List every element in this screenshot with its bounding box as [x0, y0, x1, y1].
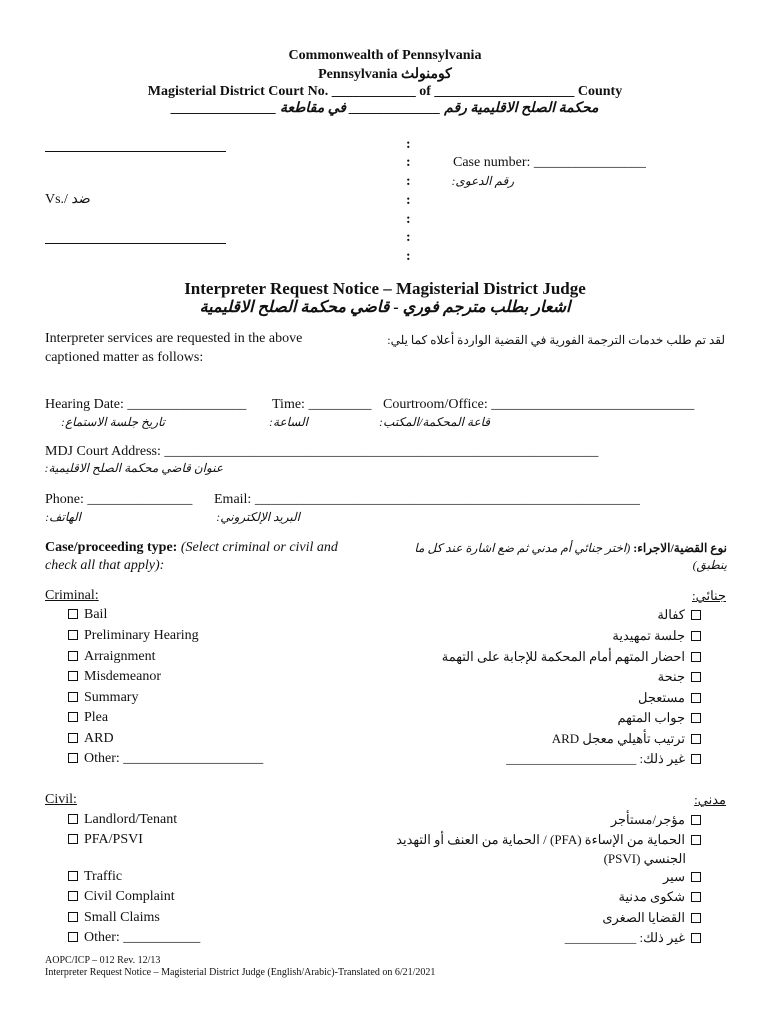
proceeding-type-ar-instructions: (اختر جنائي أم مدني ثم ضع اشارة عند كل ما — [414, 541, 631, 555]
criminal-option-preliminary-hearing-ar[interactable]: جلسة تمهيدية — [420, 628, 701, 644]
civil-heading-ar: مدني: — [694, 792, 726, 807]
court-address-ar: عنوان قاضي محكمة الصلح الاقليمية: — [44, 461, 223, 475]
caption-colon: : — [406, 212, 411, 227]
checkbox-icon[interactable] — [691, 693, 701, 703]
checkbox-icon[interactable] — [68, 814, 78, 824]
page-title: Interpreter Request Notice – Magisterial District Judge — [184, 279, 586, 298]
civil-option-traffic-ar[interactable]: سير — [400, 869, 701, 885]
checkbox-icon[interactable] — [691, 610, 701, 620]
checkbox-icon[interactable] — [691, 754, 701, 764]
criminal-option-summary-ar[interactable]: مستعجل — [420, 690, 701, 706]
checkbox-icon[interactable] — [691, 933, 701, 943]
checkbox-icon[interactable] — [691, 672, 701, 682]
civil-option-landlord-tenant[interactable]: Landlord/Tenant — [68, 812, 177, 828]
checkbox-icon[interactable] — [691, 835, 701, 845]
email-ar: البريد الإلكتروني: — [216, 510, 300, 524]
case-number-ar: رقم الدعوى: — [451, 174, 514, 188]
criminal-option-other[interactable]: Other: ____________________ — [68, 751, 263, 767]
caption-colon: : — [406, 155, 411, 170]
criminal-option-arraignment-ar[interactable]: احضار المتهم أمام المحكمة للإجابة على التهمة — [420, 649, 701, 665]
checkbox-icon[interactable] — [68, 753, 78, 763]
criminal-option-preliminary-hearing[interactable]: Preliminary Hearing — [68, 628, 199, 644]
versus-label: Vs./ ضد — [45, 192, 91, 207]
caption-colon: : — [406, 249, 411, 264]
header-court-county: Magisterial District Court No. ____________ of ____________________ County — [147, 84, 623, 99]
footer-form-id: AOPC/ICP – 012 Rev. 12/13 — [45, 955, 161, 966]
header-court-county-ar: محكمة الصلح الاقليمية رقم _____________ في مقاطعة _______________ — [171, 101, 599, 116]
checkbox-icon[interactable] — [68, 692, 78, 702]
proceeding-type-bold: Case/proceeding type: — [45, 540, 178, 555]
criminal-option-plea[interactable]: Plea — [68, 710, 108, 726]
checkbox-icon[interactable] — [68, 932, 78, 942]
hearing-time-field[interactable]: Time: _________ — [272, 397, 372, 412]
criminal-option-arraignment[interactable]: Arraignment — [68, 649, 156, 665]
proceeding-type-instructions-line2: check all that apply): — [45, 558, 165, 573]
proceeding-type-ar-line2: ينطبق) — [692, 558, 727, 572]
criminal-option-summary[interactable]: Summary — [68, 690, 138, 706]
defendant-line[interactable] — [45, 243, 226, 244]
court-address-field[interactable]: MDJ Court Address: ______________________________________________________________ — [45, 444, 599, 459]
proceeding-type-label — [45, 540, 338, 556]
civil-option-pfa-psvi[interactable]: PFA/PSVI — [68, 832, 143, 848]
civil-option-traffic[interactable]: Traffic — [68, 869, 122, 885]
civil-option-other[interactable]: Other: ___________ — [68, 930, 200, 946]
footer-form-title: Interpreter Request Notice – Magisterial District Judge (English/Arabic)-Translated on 6/21/2021 — [45, 967, 436, 978]
header-pennsylvania: Pennsylvania كومنولث — [318, 67, 452, 82]
civil-option-small-claims[interactable]: Small Claims — [68, 910, 160, 926]
checkbox-icon[interactable] — [691, 713, 701, 723]
phone-field[interactable]: Phone: _______________ — [45, 492, 193, 507]
checkbox-icon[interactable] — [68, 871, 78, 881]
header-commonwealth: Commonwealth of Pennsylvania — [288, 48, 482, 63]
civil-option-pfa-psvi-ar-line2: الجنسي (PSVI) — [603, 851, 686, 866]
phone-ar: الهاتف: — [45, 510, 81, 524]
criminal-option-bail[interactable]: Bail — [68, 607, 107, 623]
caption-colon: : — [406, 193, 411, 208]
checkbox-icon[interactable] — [691, 892, 701, 902]
criminal-option-ard[interactable]: ARD — [68, 731, 114, 747]
civil-option-pfa-psvi-ar[interactable]: الحماية من الإساءة (PFA) / الحماية من العنف أو التهديد — [400, 832, 701, 848]
email-field[interactable]: Email: _______________________________________________________ — [214, 492, 640, 507]
proceeding-type-instructions: (Select criminal or civil and — [180, 540, 338, 555]
checkbox-icon[interactable] — [691, 631, 701, 641]
criminal-option-plea-ar[interactable]: جواب المتهم — [420, 710, 701, 726]
intro-text-line2: captioned matter as follows: — [45, 350, 204, 365]
criminal-option-bail-ar[interactable]: كفالة — [420, 607, 701, 623]
checkbox-icon[interactable] — [68, 651, 78, 661]
checkbox-icon[interactable] — [68, 733, 78, 743]
criminal-heading-ar: جنائي: — [692, 588, 726, 603]
checkbox-icon[interactable] — [691, 652, 701, 662]
plaintiff-line[interactable] — [45, 151, 226, 152]
civil-option-civil-complaint-ar[interactable]: شكوى مدنية — [400, 889, 701, 905]
caption-colon: : — [406, 174, 411, 189]
checkbox-icon[interactable] — [68, 609, 78, 619]
criminal-option-ard-ar[interactable]: ترتيب تأهيلي معجل ARD — [420, 731, 701, 747]
checkbox-icon[interactable] — [691, 913, 701, 923]
checkbox-icon[interactable] — [68, 891, 78, 901]
criminal-heading: Criminal: — [45, 588, 99, 603]
hearing-date-ar: تاريخ جلسة الاستماع: — [60, 415, 165, 429]
civil-option-small-claims-ar[interactable]: القضايا الصغرى — [400, 910, 701, 926]
checkbox-icon[interactable] — [691, 734, 701, 744]
checkbox-icon[interactable] — [68, 671, 78, 681]
page-title-ar: اشعار بطلب مترجم فوري - قاضي محكمة الصلح الاقليمية — [199, 299, 571, 316]
checkbox-icon[interactable] — [68, 834, 78, 844]
criminal-option-misdemeanor[interactable]: Misdemeanor — [68, 669, 161, 685]
caption-colon: : — [406, 230, 411, 245]
checkbox-icon[interactable] — [691, 872, 701, 882]
hearing-time-ar: الساعة: — [269, 415, 308, 429]
checkbox-icon[interactable] — [68, 630, 78, 640]
checkbox-icon[interactable] — [691, 815, 701, 825]
civil-heading: Civil: — [45, 792, 77, 807]
civil-option-landlord-tenant-ar[interactable]: مؤجر/مستأجر — [400, 812, 701, 828]
courtroom-field[interactable]: Courtroom/Office: _____________________________ — [383, 397, 695, 412]
proceeding-type-ar — [405, 541, 727, 556]
checkbox-icon[interactable] — [68, 912, 78, 922]
caption-colon: : — [406, 137, 411, 152]
criminal-option-other-ar[interactable]: غير ذلك: ____________________ — [420, 751, 701, 767]
criminal-option-misdemeanor-ar[interactable]: جنحة — [420, 669, 701, 685]
courtroom-ar: قاعة المحكمة/المكتب: — [379, 415, 490, 429]
intro-text-ar: لقد تم طلب خدمات الترجمة الفورية في القضية الواردة أعلاه كما يلي: — [387, 333, 725, 347]
civil-option-civil-complaint[interactable]: Civil Complaint — [68, 889, 175, 905]
civil-option-other-ar[interactable]: غير ذلك: ___________ — [400, 930, 701, 946]
proceeding-type-ar-bold: نوع القضية/الاجراء: — [633, 541, 727, 555]
hearing-date-field[interactable]: Hearing Date: _________________ — [45, 397, 247, 412]
case-number-field[interactable]: Case number: ________________ — [453, 155, 646, 170]
intro-text-line1: Interpreter services are requested in the above — [45, 331, 303, 346]
checkbox-icon[interactable] — [68, 712, 78, 722]
